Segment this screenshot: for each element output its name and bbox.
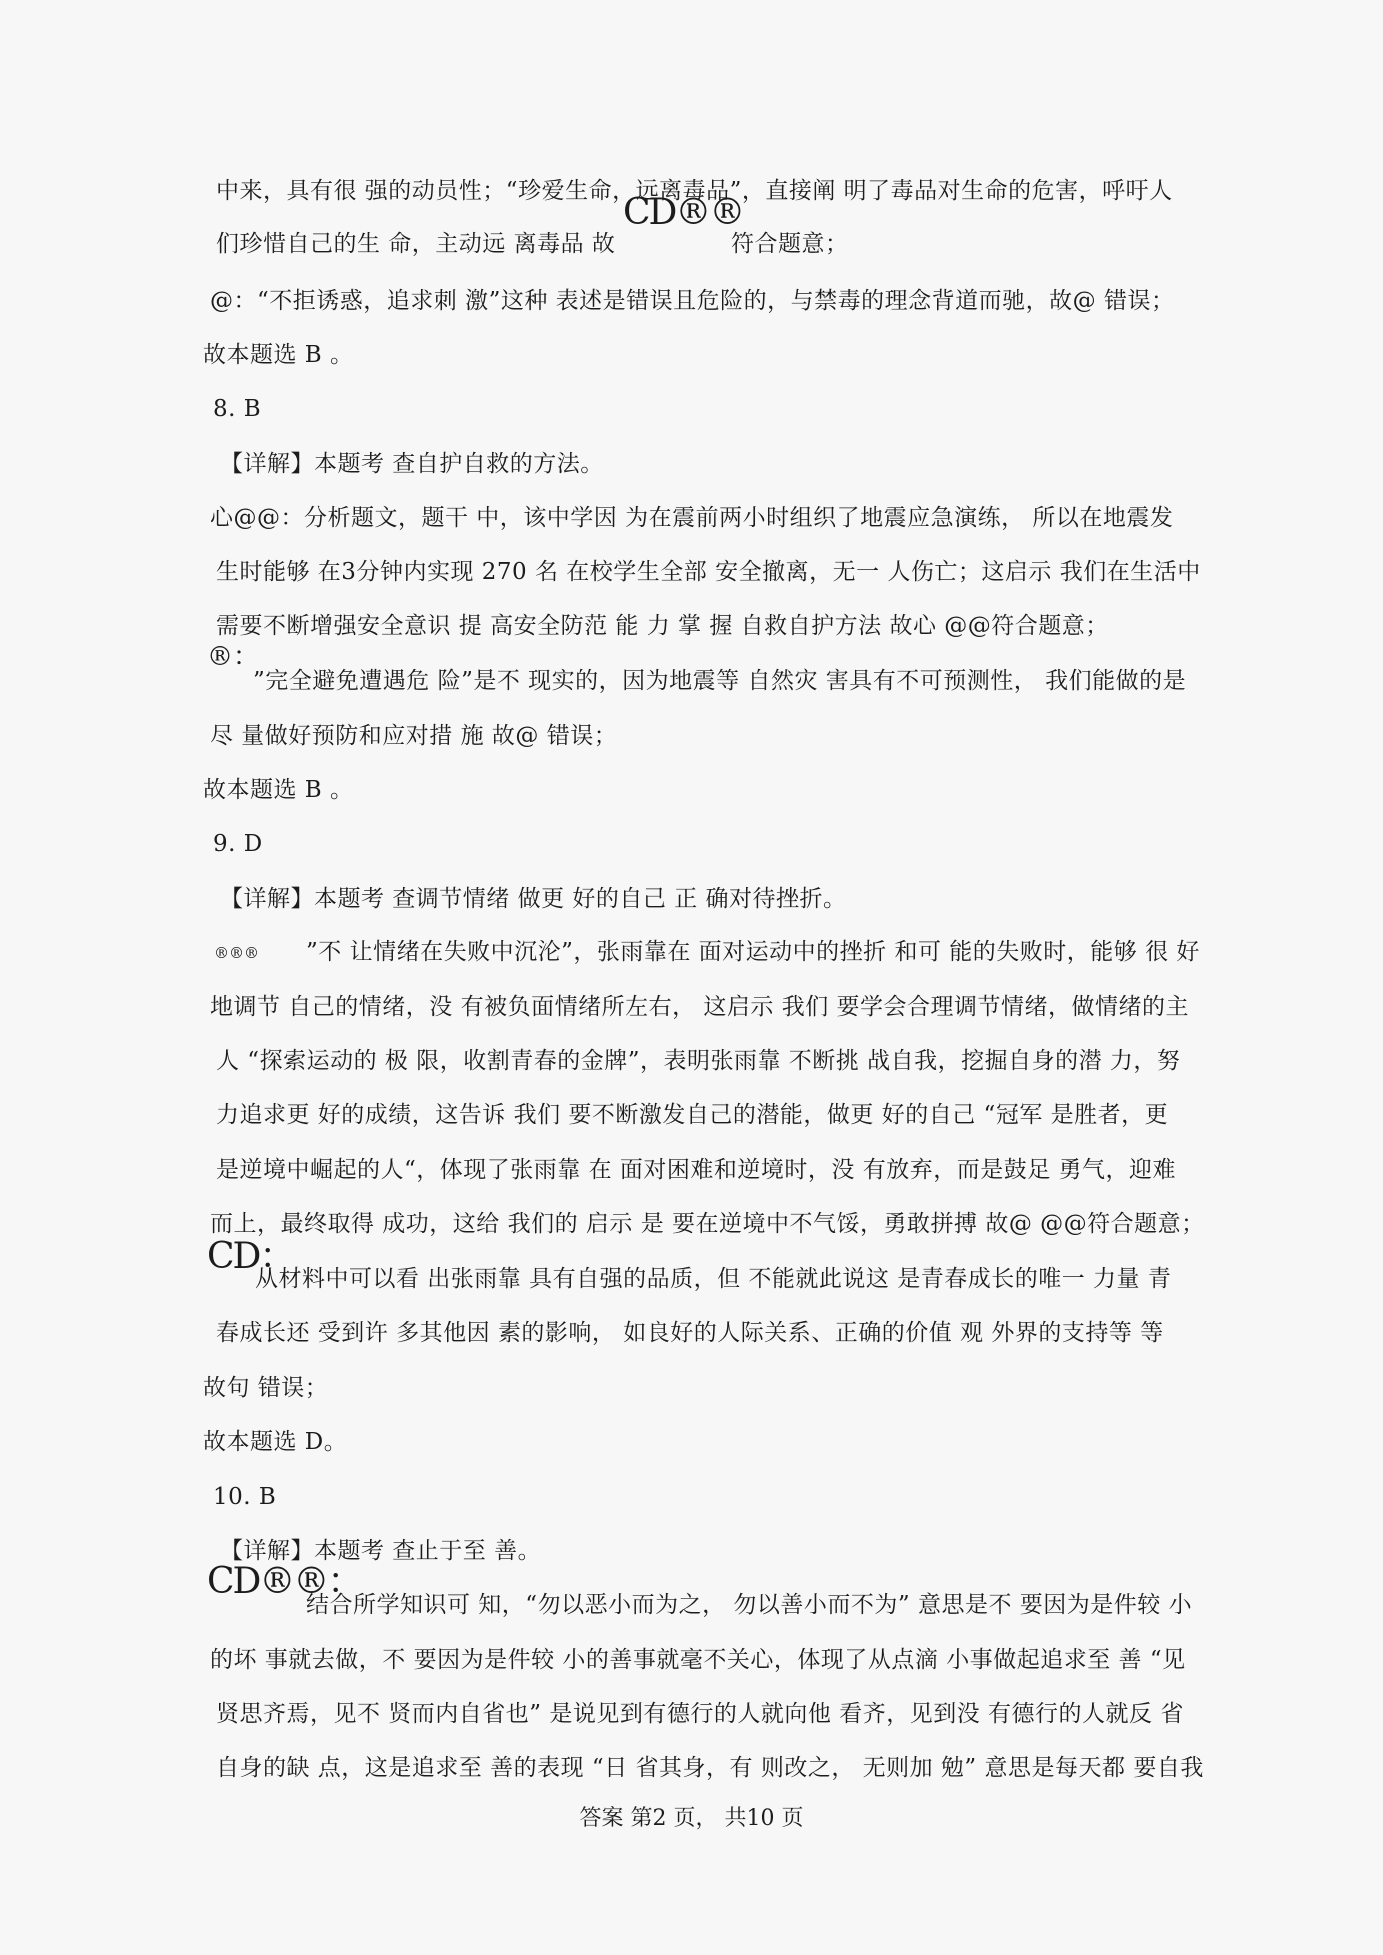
text-line: 贤思齐焉，见不 贤而内自省也” 是说见到有德行的人就向他 看齐，见到没 有德行的人就反 省 xyxy=(216,1701,1184,1727)
text-line: 心@@：分析题文，题干 中，该中学因 为在震前两小时组织了地震应急演练， 所以在地震发 xyxy=(210,505,1174,531)
text-line: 们珍惜自己的生 命，主动远 离毒品 故 xyxy=(216,231,616,257)
text-line: 【详解】本题考 查调节情绪 做更 好的自己 正 确对待挫折。 xyxy=(220,886,847,912)
text-line: 故本题选 B 。 xyxy=(203,777,354,803)
text-line: 是逆境中崛起的人“，体现了张雨靠 在 面对困难和逆境时，没 有放弃，而是鼓足 勇气，迎难 xyxy=(216,1157,1177,1183)
text-line: 自身的缺 点，这是追求至 善的表现 “日 省其身，有 则改之， 无则加 勉” 意思是每天都 要自我 xyxy=(216,1755,1204,1781)
text-line: 地调节 自己的情绪，没 有被负面情绪所左右， 这启示 我们 要学会合理调节情绪，做情绪的主 xyxy=(210,994,1190,1020)
text-line: 需要不断增强安全意识 提 高安全防范 能 力 掌 握 自救自护方法 故心 @@符合题意； xyxy=(216,613,1109,639)
text-line: 故本题选 D。 xyxy=(203,1429,348,1455)
text-line: 结合所学知识可 知，“勿以恶小而为之， 勿以善小而不为” 意思是不 要因为是件较 小 xyxy=(306,1592,1193,1618)
page-footer: 答案 第2 页， 共10 页 xyxy=(579,1806,804,1831)
reg-mark: ®®® xyxy=(214,944,259,962)
question-number: 8. B xyxy=(213,396,262,422)
text-line: 力追求更 好的成绩，这告诉 我们 要不断激发自己的潜能，做更 好的自己 “冠军 是胜者，更 xyxy=(216,1102,1169,1128)
text-line: 故本题选 B 。 xyxy=(203,342,354,368)
text-line: 符合题意； xyxy=(731,231,849,257)
text-line: 生时能够 在3分钟内实现 270 名 在校学生全部 安全撤离，无一 人伤亡；这启示 我们在生活中 xyxy=(216,559,1201,585)
text-line: ”不 让情绪在失败中沉沦”，张雨靠在 面对运动中的挫折 和可 能的失败时，能够 很 好 xyxy=(306,939,1200,965)
text-line: 从材料中可以看 出张雨靠 具有自强的品质，但 不能就此说这 是青春成长的唯一 力量 青 xyxy=(255,1266,1172,1292)
question-number: 9. D xyxy=(213,831,263,857)
text-line: 而上，最终取得 成功，这给 我们的 启示 是 要在逆境中不气馁，勇敢拼搏 故@ @@符合题意； xyxy=(210,1211,1205,1237)
text-line: 的坏 事就去做，不 要因为是件较 小的善事就毫不关心，体现了从点滴 小事做起追求至 善 “见 xyxy=(210,1647,1186,1673)
text-line: 人 “探索运动的 极 限，收割青春的金牌”，表明张雨靠 不断挑 战自我，挖掘自身的潜 力，努 xyxy=(216,1048,1181,1074)
text-line: 春成长还 受到许 多其他因 素的影响， 如良好的人际关系、正确的价值 观 外界的支持等 等 xyxy=(216,1320,1164,1346)
text-line: 【详解】本题考 查止于至 善。 xyxy=(220,1538,542,1564)
text-line: @：“不拒诱惑，追求刺 激”这种 表述是错误且危险的，与禁毒的理念背道而驰，故@ 错误； xyxy=(210,288,1175,314)
text-line: 【详解】本题考 查自护自救的方法。 xyxy=(220,451,604,477)
reg-mark: ®： xyxy=(207,642,260,672)
cd-reg-mark: CD®® xyxy=(623,192,744,233)
cd-mark: CD： xyxy=(207,1236,294,1277)
text-line: 故句 错误； xyxy=(203,1375,329,1401)
text-line: 尽 量做好预防和应对措 施 故@ 错误； xyxy=(210,723,618,749)
text-line: 中来，具有很 强的动员性；“珍爱生命，远离毒品”，直接阐 明了毒品对生命的危害，呼吁人 xyxy=(216,178,1173,204)
question-number: 10. B xyxy=(213,1484,277,1510)
cd-reg-mark: CD®®： xyxy=(207,1561,362,1602)
text-line: ”完全避免遭遇危 险”是不 现实的，因为地震等 自然灾 害具有不可预测性， 我们能做的是 xyxy=(253,668,1187,694)
